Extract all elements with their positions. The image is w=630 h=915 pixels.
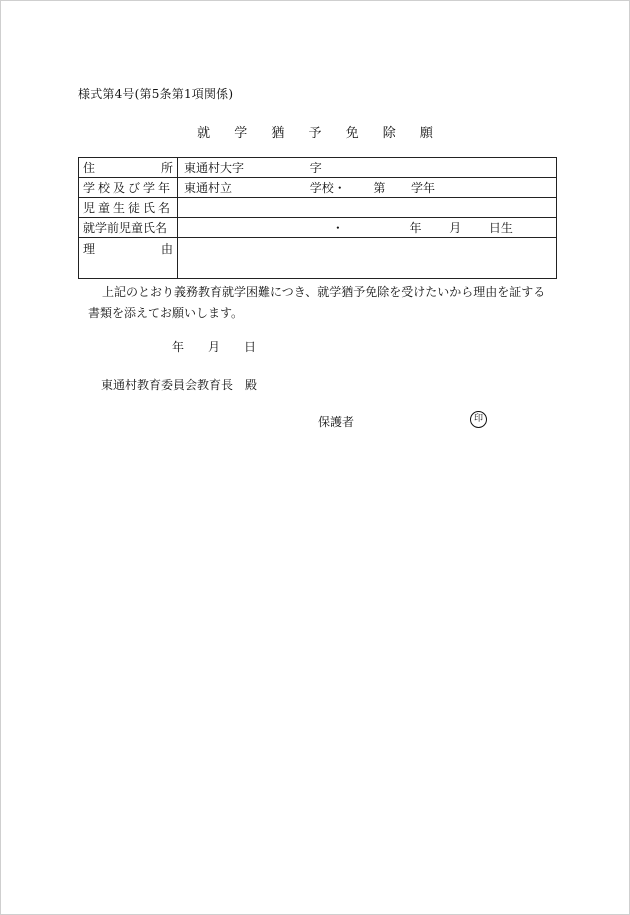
address-value: 東通村大字 — [184, 161, 245, 175]
preschool-dot: ・ — [331, 221, 344, 235]
school-grade-label: 学校及び学年 — [83, 181, 174, 195]
student-name-label: 児童生徒氏名 — [83, 201, 174, 215]
reason-label-cell — [79, 238, 178, 279]
birth-month: 月 — [449, 221, 462, 235]
table-row-reason — [79, 238, 557, 279]
guardian-label: 保護者 — [318, 415, 355, 429]
preschool-name-label-cell — [79, 218, 178, 238]
body-paragraph: 上記のとおり義務教育就学困難につき、就学猶予免除を受けたいから理由を証する書類を添えてお願いします。 — [88, 285, 546, 320]
table-row-preschool-name — [79, 218, 557, 238]
grade-dai: 第 — [373, 181, 386, 195]
date-day: 日 — [244, 340, 257, 354]
birth-year: 年 — [409, 221, 422, 235]
form-reference: 様式第4号(第5条第1項関係) — [78, 87, 234, 101]
seal-mark: 印 — [470, 411, 487, 428]
address-label — [79, 158, 178, 178]
school-village: 東通村立 — [184, 181, 233, 195]
table-row-address — [79, 158, 557, 178]
school-grade-label-cell — [79, 178, 178, 198]
application-table — [78, 157, 557, 279]
table-row-school-grade — [79, 178, 557, 198]
document-title: 就 学 猶 予 免 除 願 — [197, 126, 443, 141]
date-year: 年 — [172, 340, 185, 354]
school-grade-value-cell[interactable] — [178, 178, 557, 198]
addressee: 東通村教育委員会教育長 殿 — [101, 378, 258, 392]
address-value-cell[interactable] — [178, 158, 557, 178]
preschool-name-label: 就学前児童氏名 — [83, 221, 168, 235]
address-label-a: 住 — [83, 161, 96, 175]
student-name-label-cell — [79, 198, 178, 218]
reason-value-cell[interactable] — [178, 238, 557, 279]
student-name-value-cell[interactable] — [178, 198, 557, 218]
address-label-b: 所 — [161, 161, 174, 175]
preschool-name-value-cell[interactable] — [178, 218, 557, 238]
table-row-student-name — [79, 198, 557, 218]
date-month: 月 — [208, 340, 221, 354]
address-aza: 字 — [309, 161, 322, 175]
reason-label-b: 由 — [161, 242, 174, 256]
grade-suffix: 学年 — [411, 181, 436, 195]
reason-label-a: 理 — [83, 242, 96, 256]
date-line — [172, 338, 256, 355]
school-suffix: 学校・ — [309, 181, 346, 195]
birth-day: 日生 — [488, 221, 513, 235]
